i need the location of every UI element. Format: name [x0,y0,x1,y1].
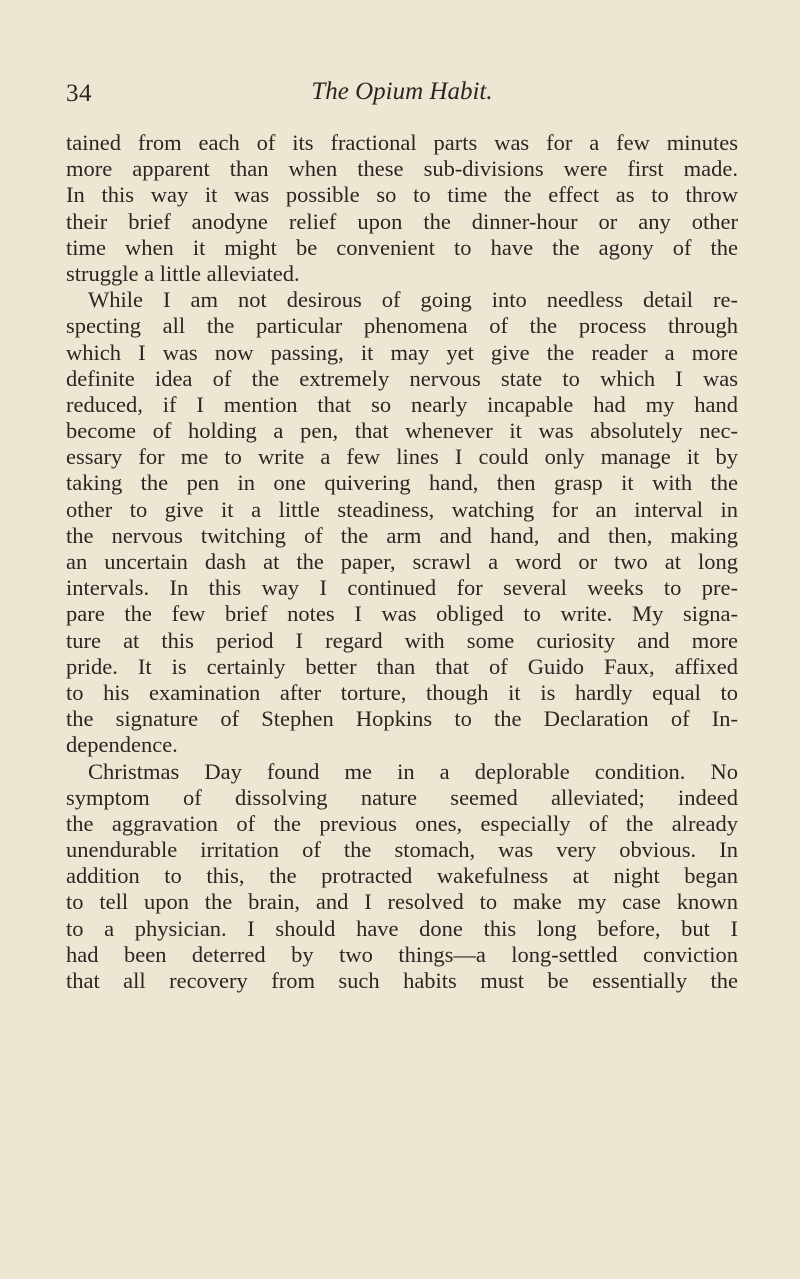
text-line: addition to this, the protracted wakefulness at night began [66,863,738,889]
text-line: pare the few brief notes I was obliged to write. My signa- [66,601,738,627]
text-line: an uncertain dash at the paper, scrawl a word or two at long [66,549,738,574]
text-line: reduced, if I mention that so nearly incapable had my hand [66,391,738,417]
text-line: time when it might be convenient to have the agony of the [66,234,738,260]
text-line: the nervous twitching of the arm and hand, and then, making [66,522,738,548]
text-line: become of holding a pen, that whenever it was absolutely nec- [66,418,738,444]
text-line: unendurable irritation of the stomach, was very obvious. In [66,837,738,863]
text-line: to his examination after torture, though it is hardly equal to [66,679,738,705]
page-number: 34 [66,80,92,107]
text-line: that all recovery from such habits must be essentially the [66,968,738,993]
text-line: their brief anodyne relief upon the dinner-hour or any other [66,208,738,234]
text-line: essary for me to write a few lines I could only manage it by [66,444,738,470]
text-line: struggle a little alleviated. [66,260,300,286]
text-line: pride. It is certainly better than that of Guido Faux, affixed [66,653,738,679]
text-line: more apparent than when these sub-divisions were first made. [66,156,738,182]
text-line: While I am not desirous of going into needless detail re- [88,287,738,313]
text-line: ture at this period I regard with some curiosity and more [66,627,738,653]
text-line: which I was now passing, it may yet give the reader a more [66,339,738,365]
text-line: tained from each of its fractional parts was for a few minutes [66,130,738,155]
text-line: the signature of Stephen Hopkins to the Declaration of In- [66,706,738,732]
text-line: taking the pen in one quivering hand, then grasp it with the [66,470,738,496]
running-title: The Opium Habit. [311,78,493,105]
running-head [66,78,738,110]
text-line: other to give it a little steadiness, watching for an interval in [66,496,738,522]
text-line: to a physician. I should have done this long before, but I [66,915,738,941]
text-line: definite idea of the extremely nervous state to which I was [66,365,738,391]
text-line: Christmas Day found me in a deplorable condition. No [88,758,738,784]
text-line: symptom of dissolving nature seemed alleviated; indeed [66,784,738,810]
text-line: the aggravation of the previous ones, especially of the already [66,810,738,836]
body-text [66,130,738,994]
text-line: dependence. [66,732,178,758]
text-line: specting all the particular phenomena of the process through [66,313,738,339]
text-line: to tell upon the brain, and I resolved to make my case known [66,889,738,915]
text-line: had been deterred by two things—a long-settled conviction [66,941,738,967]
text-line: intervals. In this way I continued for several weeks to pre- [66,575,738,601]
text-line: In this way it was possible so to time the effect as to throw [66,182,738,208]
